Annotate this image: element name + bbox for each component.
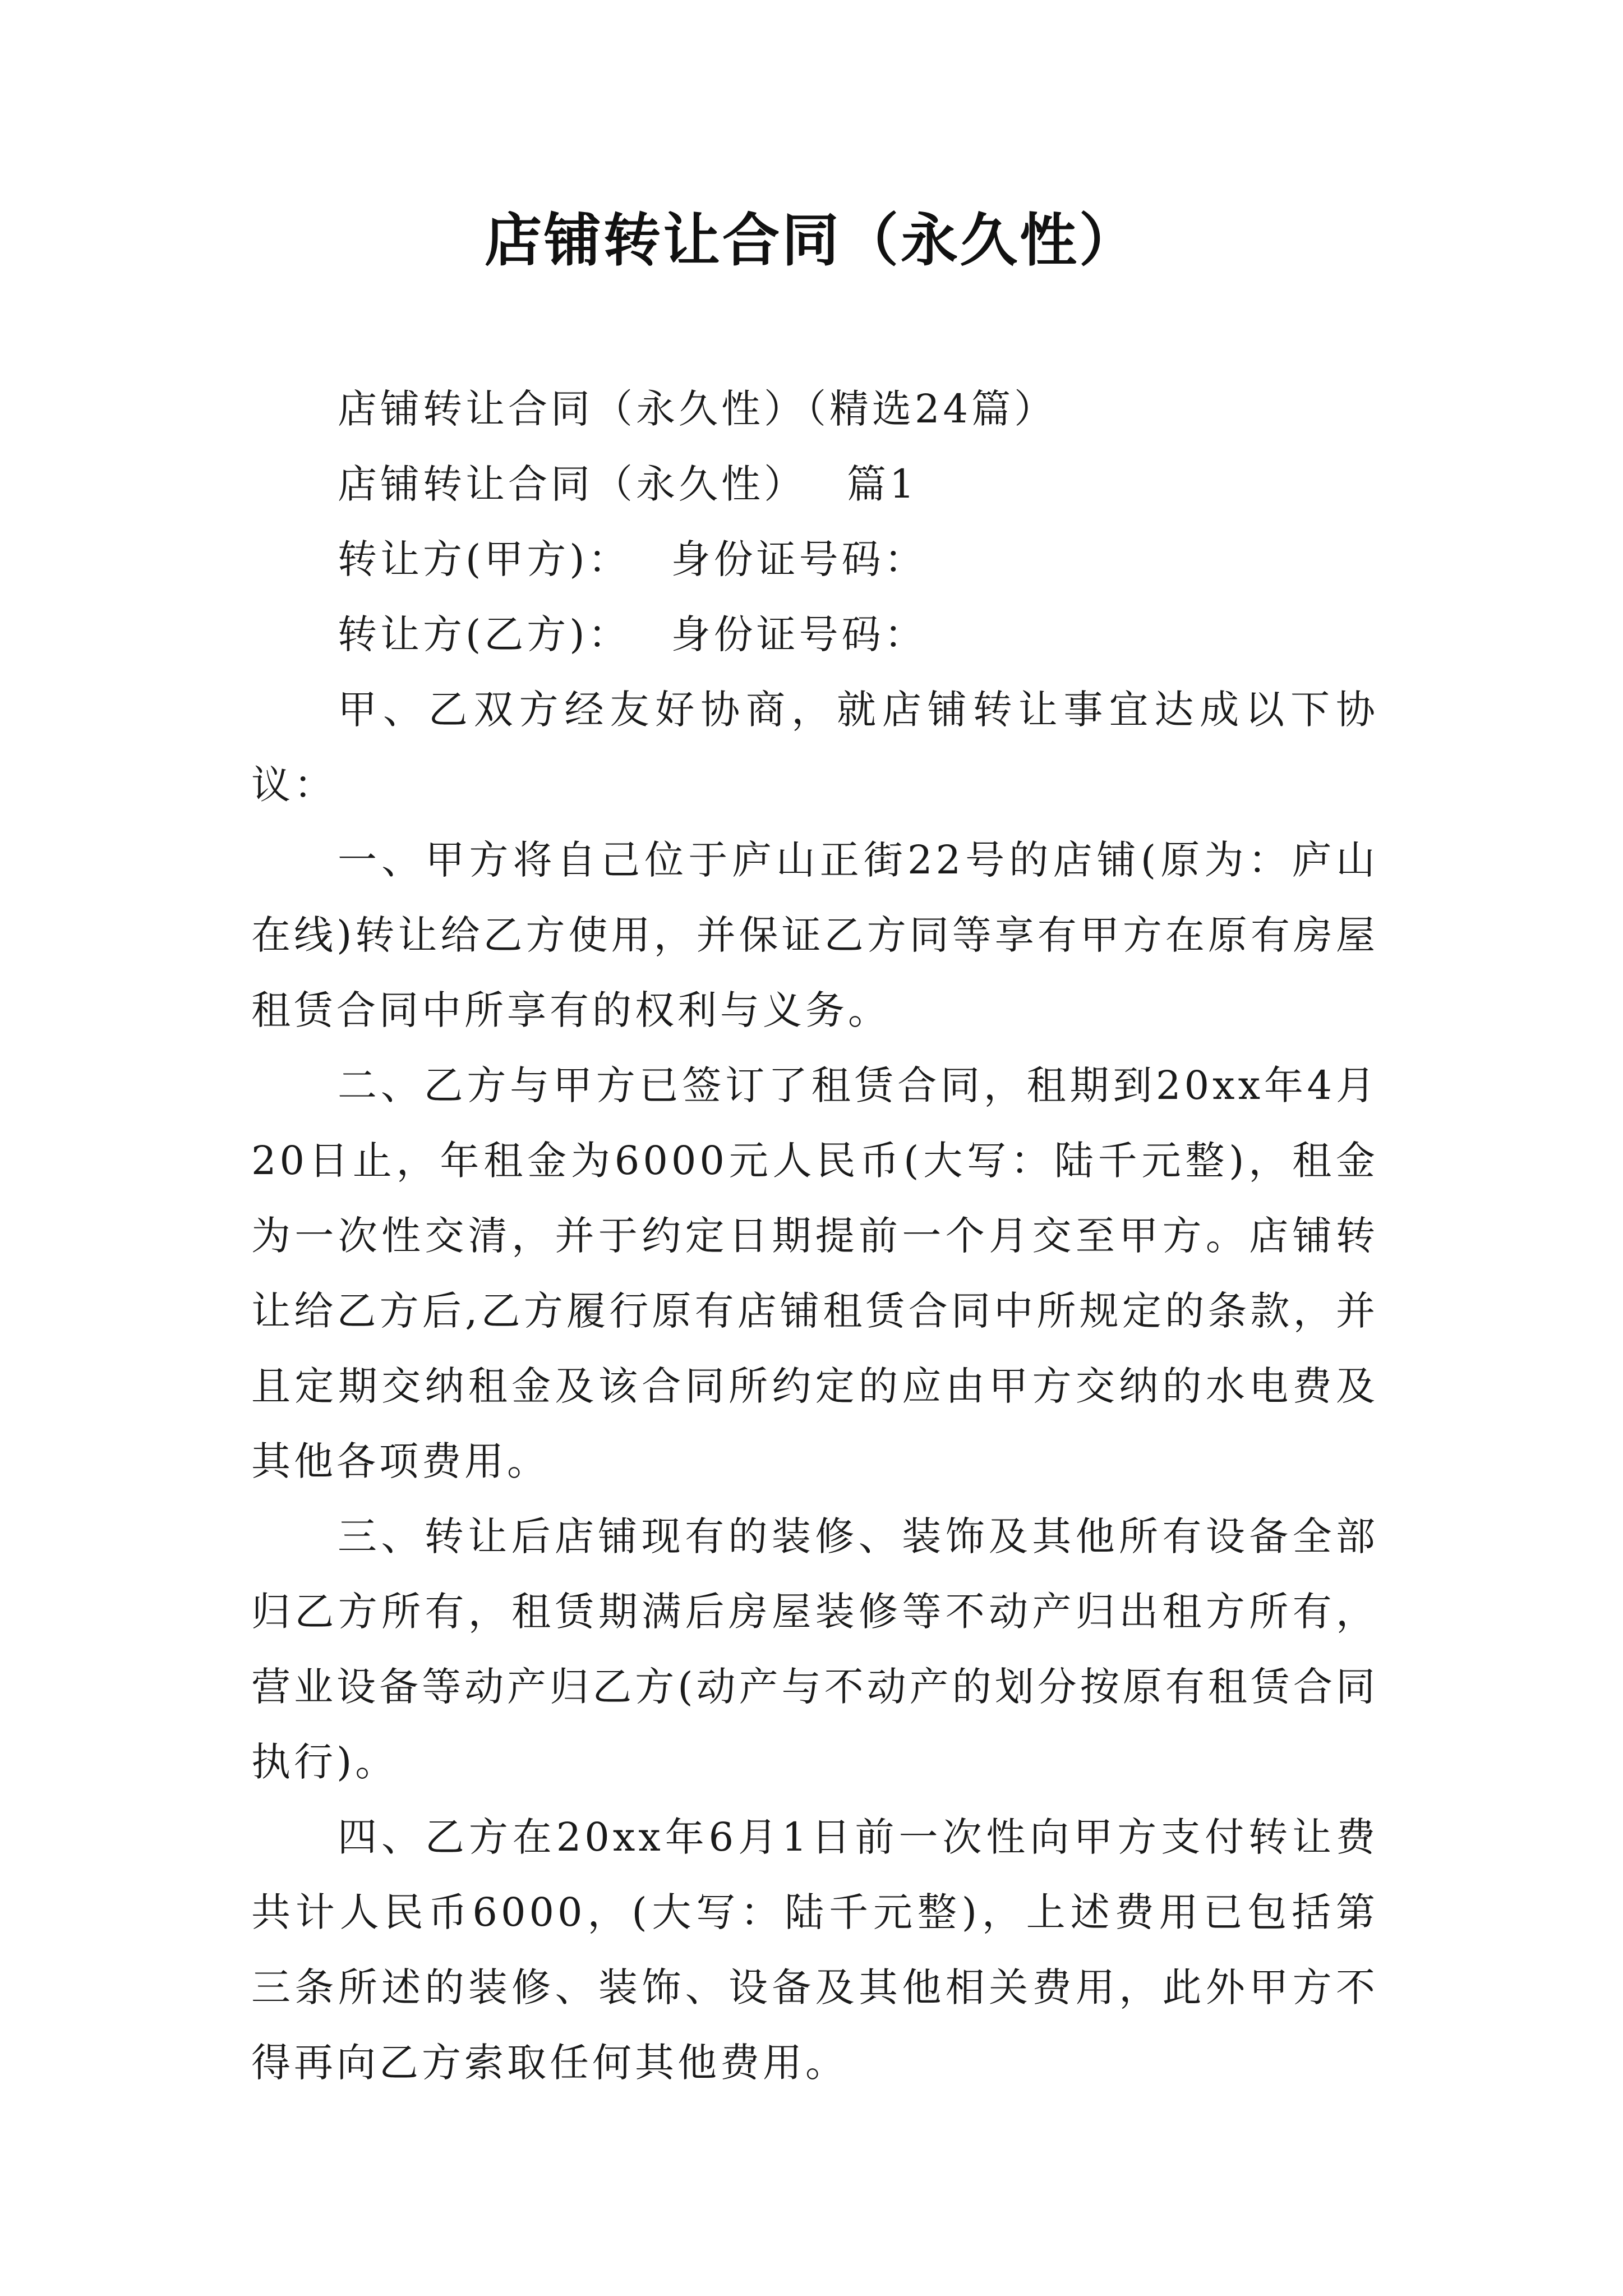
party-b-id-label: 身份证号码： xyxy=(671,611,927,657)
party-a-label: 转让方(甲方)： xyxy=(338,536,631,582)
clause-paragraph: 二、乙方与甲方已签订了租赁合同，租期到20xx年4月20日止，年租金为6000元人民币(大写：陆千元整)，租金为一次性交清，并于约定日期提前一个月交至甲方。店铺转让给乙方后,乙方履行原有店铺租赁合同中所规定的条款，并且定期交纳租金及该合同所约定的应由甲方交纳的水电费及其他各项费用。 xyxy=(251,1062,1378,1484)
section-number: 篇1 xyxy=(847,461,918,507)
document-subtitle: 店铺转让合同（永久性）（精选24篇） xyxy=(338,386,1057,432)
party-b-label: 转让方(乙方)： xyxy=(338,611,631,657)
party-a-line xyxy=(251,522,1378,597)
party-b-line xyxy=(251,597,1378,672)
document-title: 店铺转让合同（永久性） xyxy=(485,208,1138,274)
document-body xyxy=(251,371,1378,2100)
clause-paragraph: 一、甲方将自己位于庐山正街22号的店铺(原为：庐山在线)转让给乙方使用，并保证乙方同等享有甲方在原有房屋租赁合同中所享有的权利与义务。 xyxy=(251,837,1378,1033)
party-a-id-label: 身份证号码： xyxy=(671,536,927,582)
section-heading xyxy=(251,447,1378,522)
clause-paragraph: 三、转让后店铺现有的装修、装饰及其他所有设备全部归乙方所有，租赁期满后房屋装修等不动产归出租方所有，营业设备等动产归乙方(动产与不动产的划分按原有租赁合同执行)。 xyxy=(251,1513,1378,1785)
section-heading-text: 店铺转让合同（永久性） xyxy=(338,461,806,507)
intro-paragraph: 甲、乙双方经友好协商，就店铺转让事宜达成以下协议： xyxy=(251,687,1378,808)
clause-paragraph: 四、乙方在20xx年6月1日前一次性向甲方支付转让费共计人民币6000，(大写：陆千元整)，上述费用已包括第三条所述的装修、装饰、设备及其他相关费用，此外甲方不得再向乙方索取任何其他费用。 xyxy=(251,1814,1378,2086)
